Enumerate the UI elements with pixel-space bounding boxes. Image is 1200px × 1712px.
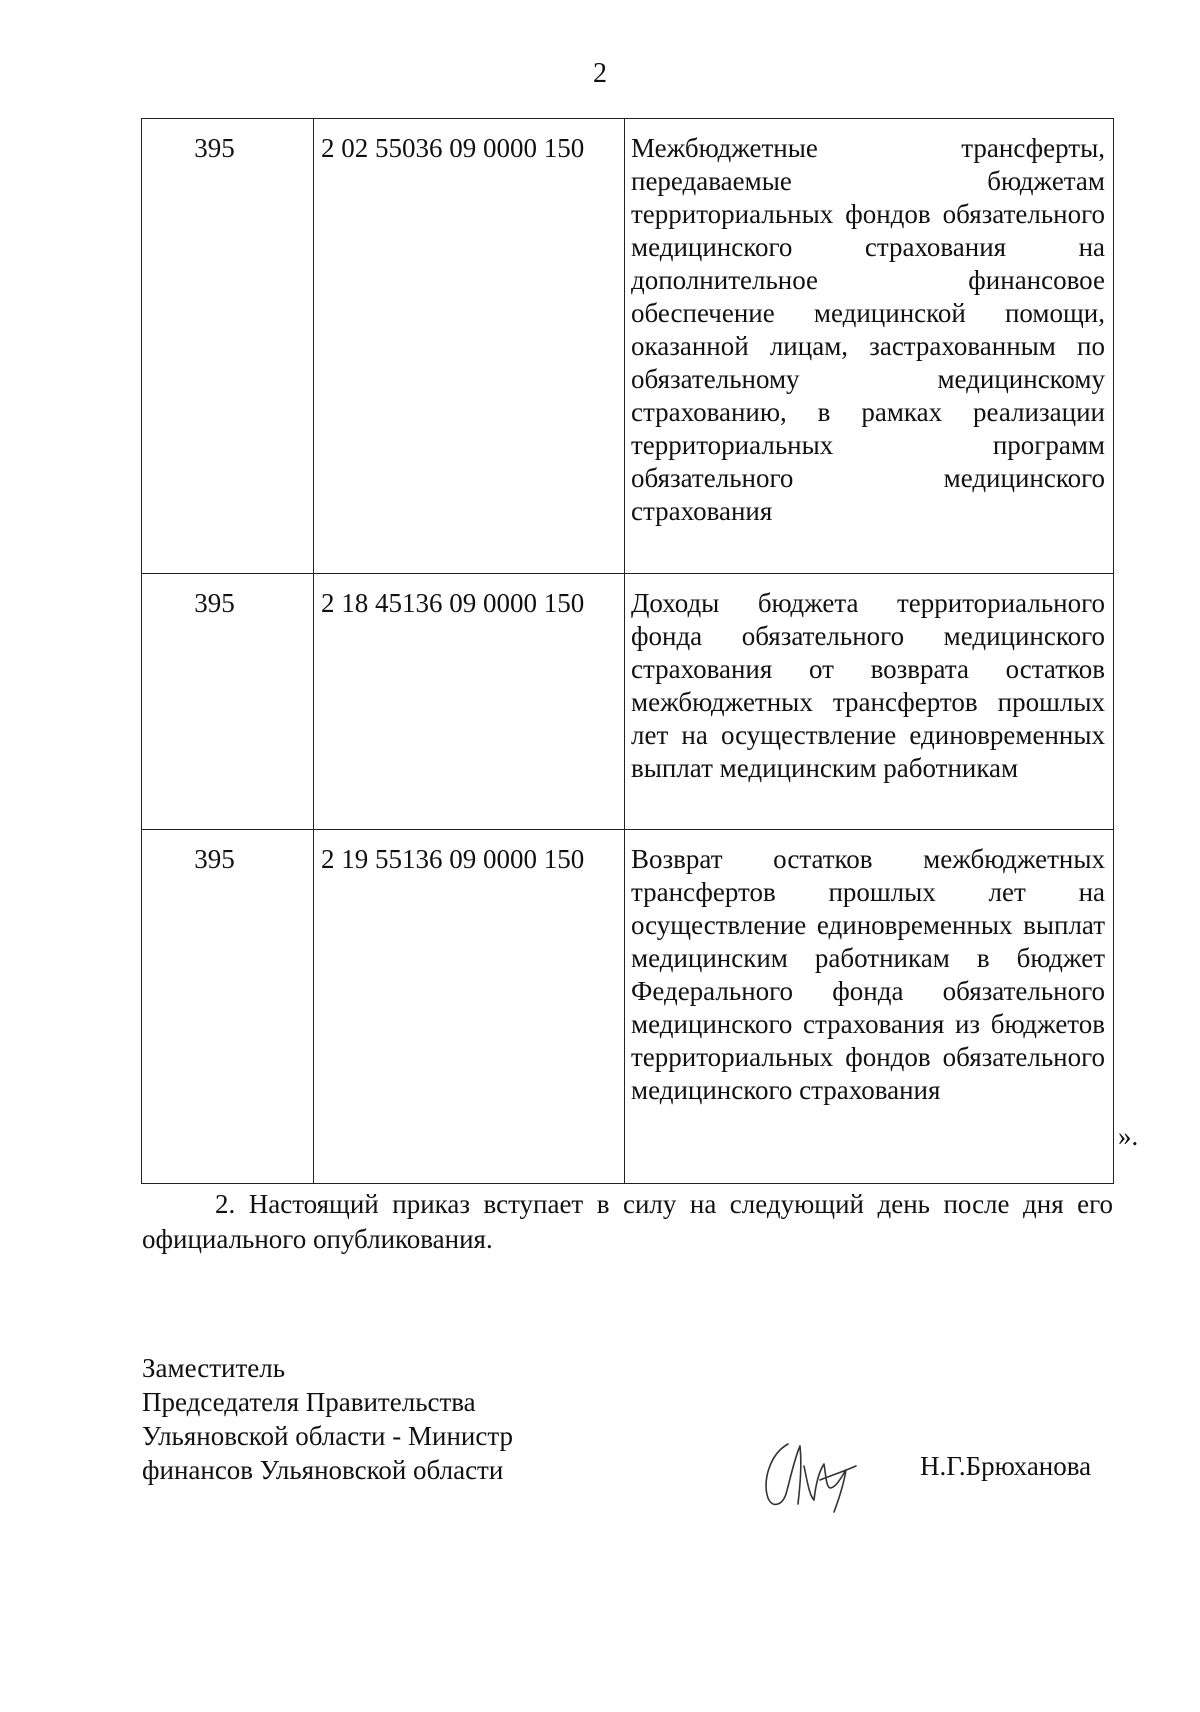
table-row (142, 830, 1114, 1184)
admin-code-cell: 395 (142, 119, 314, 574)
position-line: Ульяновской области - Министр (142, 1421, 513, 1451)
table-row (142, 574, 1114, 830)
table-row (142, 119, 1114, 574)
kbk-code-cell: 2 18 45136 09 0000 150 (314, 574, 625, 830)
position-line: Председателя Правительства (142, 1387, 476, 1417)
handwritten-signature (760, 1436, 870, 1516)
kbk-code-cell: 2 19 55136 09 0000 150 (314, 830, 625, 1184)
signer-name: Н.Г.Брюханова (920, 1451, 1092, 1481)
revenue-name-cell: Межбюджетные трансферты, передаваемые бюджетам территориальных фондов обязательного медицинского страхования на дополнительное финансовое обеспечение медицинской помощи, оказанной лицам, застрахованным по обязательному медицинскому страхованию, в рамках реализации территориальных программ обязательного медицинского страхования (625, 119, 1114, 574)
revenue-name-cell: Доходы бюджета территориального фонда обязательного медицинского страхования от возврата остатков межбюджетных трансфертов прошлых лет на осуществление единовременных выплат медицинским работникам (625, 574, 1114, 830)
position-line: Заместитель (142, 1353, 286, 1383)
signatory-position (142, 1351, 513, 1487)
admin-code-cell: 395 (142, 574, 314, 830)
admin-code-cell: 395 (142, 830, 314, 1184)
budget-codes-table (141, 118, 1114, 1184)
paragraph-effective-date: 2. Настоящий приказ вступает в силу на следующий день после дня его официального опубликования. (142, 1189, 1113, 1254)
kbk-code-cell: 2 02 55036 09 0000 150 (314, 119, 625, 574)
position-line: финансов Ульяновской области (142, 1455, 504, 1485)
revenue-name-cell: Возврат остатков межбюджетных трансфертов прошлых лет на осуществление единовременных выплат медицинским работникам в бюджет Федерального фонда обязательного медицинского страхования из бюджетов территориальных фондов обязательного медицинского страхования (625, 830, 1114, 1184)
page-number: 2 (593, 58, 607, 89)
closing-quote: ». (1118, 1121, 1139, 1151)
